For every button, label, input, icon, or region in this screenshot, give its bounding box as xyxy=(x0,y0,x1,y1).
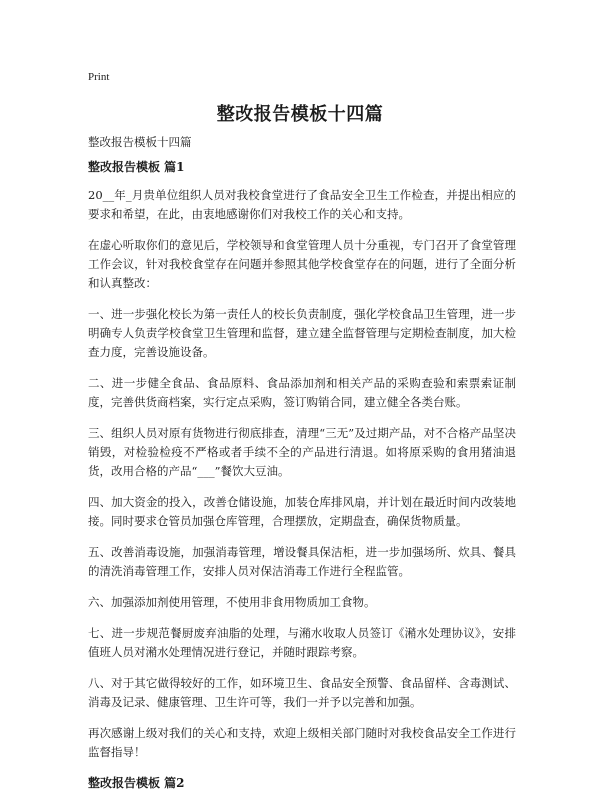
section-heading: 整改报告模板 篇1 xyxy=(88,160,185,174)
document-title: 整改报告模板十四篇 xyxy=(216,104,384,125)
paragraph: 三、组织人员对原有货物进行彻底排查，清理“三无”及过期产品，对不合格产品坚决销毁，对检验检疫不严格或者手续不全的产品进行清退。如将原采购的食用猪油退货，改用合格的产品“___”餐饮大豆油。 xyxy=(88,426,516,478)
paragraph: 一、进一步强化校长为第一责任人的校长负责制度，强化学校食品卫生管理，进一步明确专人负责学校食堂卫生管理和监督，建立建全监督管理与定期检查制度，加大检查力度，完善设施设备。 xyxy=(88,307,516,359)
paragraph: 再次感谢上级对我们的关心和支持，欢迎上级相关部门随时对我校食品安全工作进行监督指导！ xyxy=(88,726,516,759)
paragraph: 二、进一步健全食品、食品原料、食品添加剂和相关产品的采购查验和索票索证制度，完善供货商档案，实行定点采购，签订购销合同，建立健全各类台账。 xyxy=(88,376,516,409)
paragraph: 八、对于其它做得较好的工作，如环境卫生、食品安全预警、食品留样、含毒测试、消毒及记录、健康管理、卫生许可等，我们一并予以完善和加强。 xyxy=(88,676,516,709)
print-link[interactable]: Print xyxy=(88,71,110,83)
paragraph: 20__年_月贵单位组织人员对我校食堂进行了食品安全卫生工作检查，并提出相应的要求和希望，在此，由衷地感谢你们对我校工作的关心和支持。 xyxy=(88,188,516,221)
paragraph: 五、改善消毒设施，加强消毒管理，增设餐具保洁柜，进一步加强场所、炊具、餐具的清洗消毒管理工作，安排人员对保洁消毒工作进行全程监管。 xyxy=(88,545,516,578)
paragraph: 六、加强添加剂使用管理，不使用非食用物质加工食物。 xyxy=(88,595,376,609)
document-content xyxy=(88,158,516,802)
document-subtitle: 整改报告模板十四篇 xyxy=(88,135,192,149)
paragraph: 在虚心听取你们的意见后，学校领导和食堂管理人员十分重视，专门召开了食堂管理工作会议，针对我校食堂存在问题并参照其他学校食堂存在的问题，进行了全面分析和认真整改： xyxy=(88,238,516,290)
section-heading: 整改报告模板 篇2 xyxy=(88,776,185,790)
paragraph: 四、加大资金的投入，改善仓储设施，加装仓库排风扇，并计划在最近时间内改装地接。同时要求仓管员加强仓库管理，合理摆放，定期盘查，确保货物质量。 xyxy=(88,495,516,528)
paragraph: 七、进一步规范餐厨废弃油脂的处理，与潲水收取人员签订《潲水处理协议》，安排值班人员对潲水处理情况进行登记，并随时跟踪考察。 xyxy=(88,626,516,659)
